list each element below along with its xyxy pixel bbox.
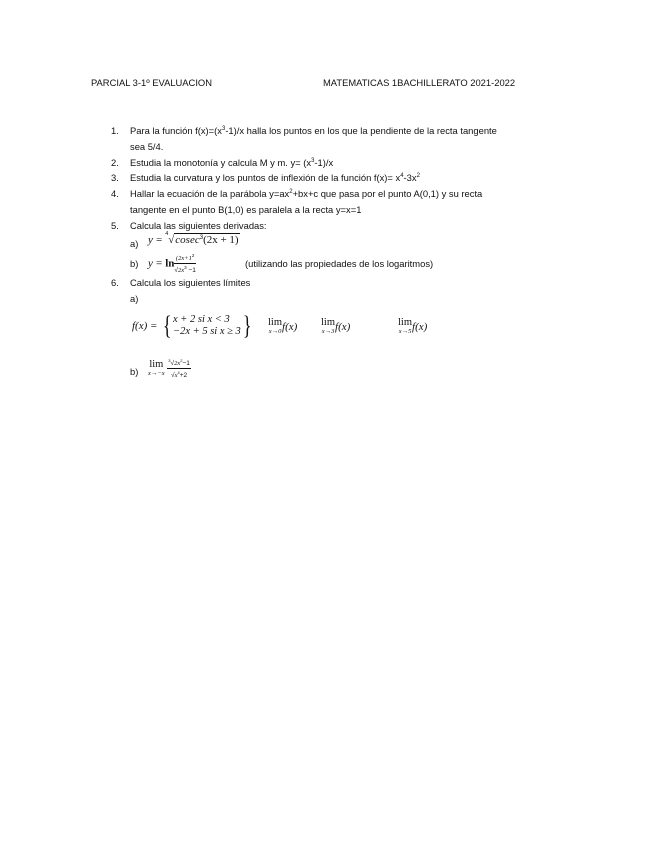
fraction: $\frac{(2x+1^2}{√2x^3 -1}$ xyxy=(174,253,196,275)
item-6a-label: a) xyxy=(130,293,139,304)
item-5b-label: b) xyxy=(130,258,139,269)
item-6a-formula: f(x) = { x + 2 si x < 3 −2x + 5 si x ≥ 3 } xyxy=(132,311,252,340)
brace-left: { xyxy=(162,311,172,340)
item-number: 2. xyxy=(111,157,119,168)
item-number: 4. xyxy=(111,188,119,199)
item-number: 6. xyxy=(111,277,119,288)
limit-1: lim x→0 f(x) xyxy=(268,317,298,335)
limit-2: lim x→3 f(x) xyxy=(321,317,351,335)
item-number: 1. xyxy=(111,125,119,136)
fraction: $\frac{^3√2x^2-1}{√x^4+2}$ xyxy=(168,358,190,380)
item-6b-label: b) xyxy=(130,366,139,377)
item-6b-formula: lim x→−x $\frac{^3√2x^2-1}{√x^4+2}$ xyxy=(148,358,190,380)
item-number: 3. xyxy=(111,172,119,183)
item-5a-label: a) xyxy=(130,238,139,249)
item-5-text: Calcula las siguientes derivadas: xyxy=(130,220,267,231)
item-4-line-2: tangente en el punto B(1,0) es paralela a la recta y=x=1 xyxy=(130,204,362,215)
item-6-text: Calcula los siguientes límites xyxy=(130,277,251,288)
item-2-text: Estudia la monotonía y calcula M y m. $y= (x^3-1)/x$ xyxy=(130,157,334,168)
item-4-line-1: Hallar la ecuación de la parábola $y=ax^2+bx+c$ que pasa por el punto A(0,1) y su recta xyxy=(130,188,483,199)
brace-right: } xyxy=(242,311,252,340)
item-3-text: Estudia la curvatura y los puntos de inflexión de la función $f(x)= x^4-3x^2$ xyxy=(130,172,420,183)
header-right: MATEMATICAS 1BACHILLERATO 2021-2022 xyxy=(323,77,516,88)
item-5b-formula: y = ln $\frac{(2x+1^2}{√2x^3 -1}$ xyxy=(148,253,196,275)
header-left: PARCIAL 3-1º EVALUACION xyxy=(91,77,212,88)
item-1-line-2: sea 5/4. xyxy=(130,141,164,152)
item-1-line-1: Para la función $f(x)=(x^3-1)/x$ halla los puntos en los que la pendiente de la recta tangente xyxy=(130,125,497,136)
item-5a-formula: y = 4 √cosec$^3$(2x + 1) xyxy=(148,231,239,246)
item-5b-note: (utilizando las propiedades de los logaritmos) xyxy=(245,258,434,269)
item-number: 5. xyxy=(111,220,119,231)
limit-3: lim x→5 f(x) xyxy=(398,317,428,335)
